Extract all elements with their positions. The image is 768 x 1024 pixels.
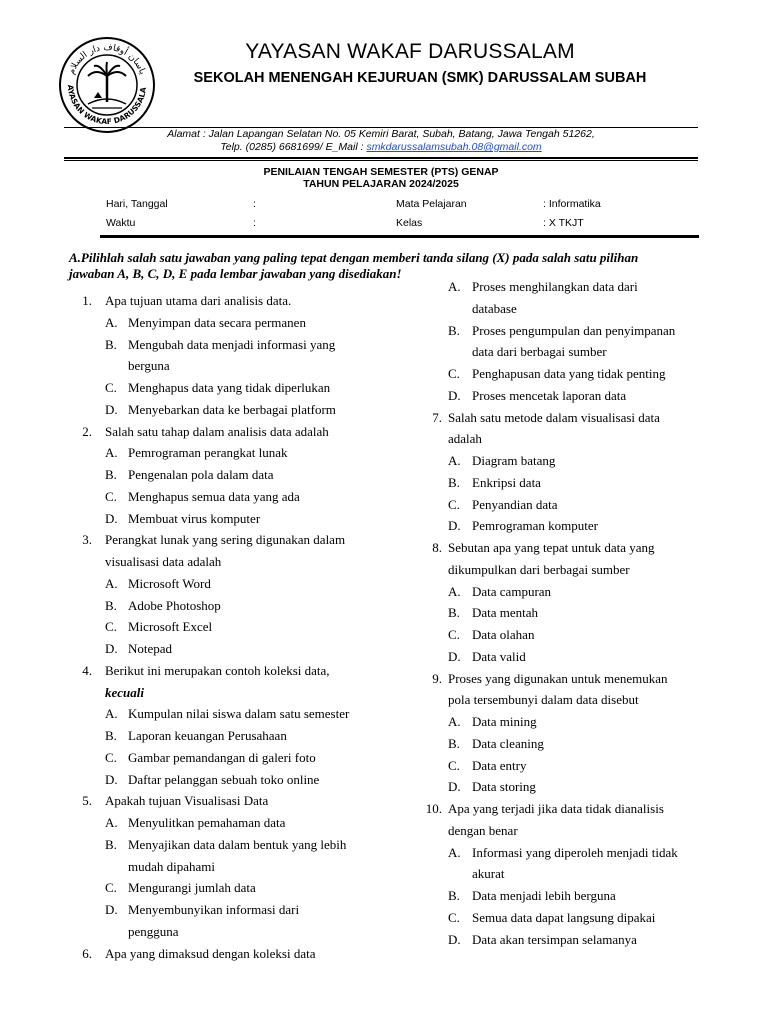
- option-letter: D.: [105, 902, 118, 917]
- option-text: Gambar pemandangan di galeri foto: [128, 749, 316, 765]
- option-text: Mengubah data menjadi informasi yang: [128, 336, 336, 352]
- option-letter: D.: [448, 518, 461, 534]
- option-text: Membuat virus komputer: [128, 510, 261, 526]
- option-letter: A.: [448, 279, 461, 294]
- option-text: Diagram batang: [472, 453, 556, 468]
- contact-line: [64, 141, 698, 153]
- option-text: Data menjadi lebih berguna: [472, 888, 616, 903]
- option-text: Data valid: [472, 648, 526, 664]
- option-letter: B.: [448, 474, 460, 490]
- option-text: Proses pengumpulan dan penyimpanan: [472, 322, 676, 338]
- option-letter: B.: [448, 888, 460, 903]
- option-letter: D.: [105, 510, 118, 526]
- option-text: Adobe Photoshop: [128, 597, 221, 613]
- option-letter: B.: [105, 336, 117, 352]
- question-number: 8.: [432, 540, 442, 555]
- question-text: Apa tujuan utama dari analisis data.: [105, 293, 292, 308]
- class-label: Kelas: [396, 217, 423, 229]
- option-text: Menyimpan data secara permanen: [128, 314, 306, 330]
- option-text: Enkripsi data: [472, 474, 541, 490]
- option-text: Proses mencetak laporan data: [472, 387, 627, 403]
- option-letter: D.: [448, 779, 461, 795]
- exam-title: PENILAIAN TENGAH SEMESTER (PTS) GENAP: [263, 166, 499, 178]
- option-letter: B.: [105, 836, 117, 852]
- meta-rule: [100, 235, 699, 238]
- question-number: 10.: [425, 801, 442, 816]
- option-letter: B.: [105, 597, 117, 613]
- option-letter: C.: [448, 627, 460, 642]
- question-number: 1.: [82, 293, 92, 308]
- option-letter: B.: [105, 467, 117, 482]
- option-text: Data campuran: [472, 583, 552, 599]
- option-text: Kumpulan nilai siswa dalam satu semester: [128, 706, 350, 722]
- option-letter: A.: [105, 575, 118, 591]
- question-text: Apa yang terjadi jika data tidak dianalisis: [448, 801, 664, 816]
- option-text: Daftar pelanggan sebuah toko online: [128, 771, 320, 787]
- question-text-continued: dikumpulkan dari berbagai sumber: [448, 561, 630, 577]
- address-line: Alamat : Jalan Lapangan Selatan No. 05 Kemiri Barat, Subah, Batang, Jawa Tengah 51262,: [167, 128, 595, 140]
- question-text-continued: visualisasi data adalah: [105, 554, 222, 569]
- question-text: Apa yang dimaksud dengan koleksi data: [105, 945, 316, 961]
- instructions-line: jawaban A, B, C, D, E pada lembar jawaban yang disediakan!: [69, 266, 402, 281]
- option-letter: A.: [105, 314, 118, 330]
- option-text: Notepad: [128, 641, 173, 656]
- question-text: Salah satu metode dalam visualisasi data: [448, 409, 660, 425]
- option-letter: A.: [105, 445, 118, 461]
- question-text: Sebutan apa yang tepat untuk data yang: [448, 540, 655, 555]
- option-letter: A.: [448, 453, 461, 468]
- option-text: Penyandian data: [472, 496, 558, 512]
- time-separator: :: [253, 217, 256, 229]
- option-text-continued: database: [472, 300, 517, 316]
- question-number: 7.: [432, 409, 442, 425]
- exam-year: TAHUN PELAJARAN 2024/2025: [303, 178, 459, 190]
- option-letter: C.: [105, 880, 117, 896]
- header-rule-thick: [64, 157, 698, 159]
- question-text-continued: dengan benar: [448, 822, 518, 838]
- option-text: Data storing: [472, 779, 536, 795]
- option-letter: C.: [448, 757, 460, 773]
- class-value: : X TKJT: [543, 217, 584, 229]
- question-text-continued: pola tersembunyi dalam data disebut: [448, 692, 639, 708]
- option-letter: A.: [448, 844, 461, 860]
- svg-text:ﻳﺎﺳﺎﻥ ﺃﻭﻗﺎﻑ ﺩﺍﺭ ﺍﻟﺴﻼﻡ: ﻳﺎﺳﺎﻥ ﺃﻭﻗﺎﻑ ﺩﺍﺭ ﺍﻟﺴﻼﻡ: [66, 42, 148, 76]
- option-text: Data akan tersimpan selamanya: [472, 931, 637, 947]
- question-text: Salah satu tahap dalam analisis data adalah: [105, 423, 329, 439]
- logo-text: AYASAN WAKAF DARUSSALA: [65, 84, 148, 127]
- option-letter: D.: [448, 931, 461, 947]
- option-text: Pengenalan pola dalam data: [128, 467, 274, 482]
- option-letter: C.: [448, 909, 460, 925]
- email-link[interactable]: smkdarussalamsubah.08@gmail.com: [366, 141, 542, 153]
- instructions-line: A.Pilihlah salah satu jawaban yang paling tepat dengan memberi tanda silang (X) pada salah satu pilihan: [69, 250, 639, 265]
- option-letter: D.: [105, 641, 118, 656]
- question-text-continued: kecuali: [105, 684, 144, 700]
- option-letter: C.: [105, 749, 117, 765]
- option-text: Microsoft Word: [128, 575, 211, 591]
- school-logo: [58, 36, 156, 134]
- question-number: 4.: [82, 662, 92, 678]
- option-text: Informasi yang diperoleh menjadi tidak: [472, 844, 678, 860]
- option-letter: A.: [105, 706, 118, 722]
- option-letter: C.: [105, 619, 117, 635]
- question-text: Proses yang digunakan untuk menemukan: [448, 670, 668, 686]
- school-name: SEKOLAH MENENGAH KEJURUAN (SMK) DARUSSALAM SUBAH: [193, 70, 647, 86]
- option-text: Menyajikan data dalam bentuk yang lebih: [128, 836, 347, 852]
- option-text: Penghapusan data yang tidak penting: [472, 366, 666, 381]
- option-text: Menyembunyikan informasi dari: [128, 902, 300, 917]
- question-text: Perangkat lunak yang sering digunakan dalam: [105, 532, 346, 548]
- time-label: Waktu: [106, 217, 136, 229]
- option-letter: D.: [448, 648, 461, 664]
- option-letter: C.: [448, 366, 460, 381]
- question-number: 9.: [432, 670, 442, 686]
- option-text: Semua data dapat langsung dipakai: [472, 909, 656, 925]
- option-letter: B.: [448, 605, 460, 621]
- option-letter: D.: [448, 387, 461, 403]
- question-number: 3.: [82, 532, 92, 548]
- option-text-continued: berguna: [128, 358, 170, 374]
- header-rule-thin: [64, 160, 698, 161]
- option-letter: B.: [105, 728, 117, 743]
- day-label: Hari, Tanggal: [106, 198, 168, 210]
- option-text: Proses menghilangkan data dari: [472, 279, 638, 294]
- question-number: 5.: [82, 793, 92, 809]
- option-text-continued: pengguna: [128, 923, 179, 939]
- option-text: Mengurangi jumlah data: [128, 880, 256, 896]
- option-text: Data entry: [472, 757, 527, 773]
- question-number: 6.: [82, 945, 92, 961]
- foundation-title: YAYASAN WAKAF DARUSSALAM: [245, 40, 575, 63]
- option-letter: D.: [105, 771, 118, 787]
- option-letter: A.: [448, 583, 461, 599]
- option-letter: B.: [448, 322, 460, 338]
- option-text: Laporan keuangan Perusahaan: [128, 728, 287, 743]
- question-text-continued: adalah: [448, 431, 482, 447]
- option-text: Data cleaning: [472, 735, 544, 751]
- option-letter: C.: [105, 380, 117, 395]
- option-letter: D.: [105, 401, 118, 417]
- option-text: Pemrograman komputer: [472, 518, 598, 534]
- option-text: Menghapus data yang tidak diperlukan: [128, 380, 331, 395]
- option-text: Menghapus semua data yang ada: [128, 488, 300, 504]
- day-separator: :: [253, 198, 256, 210]
- option-text: Data mining: [472, 714, 537, 729]
- option-text-continued: mudah dipahami: [128, 858, 216, 874]
- phone-text: Telp. (0285) 6681699/ E_Mail :: [220, 141, 367, 153]
- option-text: Data mentah: [472, 605, 539, 621]
- subject-value: : Informatika: [543, 198, 601, 210]
- option-letter: B.: [448, 735, 460, 751]
- instructions: [69, 250, 729, 282]
- option-letter: A.: [448, 714, 461, 729]
- question-text: Apakah tujuan Visualisasi Data: [105, 793, 269, 809]
- question-text: Berikut ini merupakan contoh koleksi data,: [105, 662, 330, 678]
- option-text: Data olahan: [472, 627, 535, 642]
- option-text: Microsoft Excel: [128, 619, 213, 635]
- option-text: Menyebarkan data ke berbagai platform: [128, 401, 336, 417]
- option-letter: C.: [448, 496, 460, 512]
- subject-label: Mata Pelajaran: [396, 198, 467, 210]
- option-text: Menyulitkan pemahaman data: [128, 815, 286, 830]
- option-text-continued: data dari berbagai sumber: [472, 344, 607, 360]
- question-number: 2.: [82, 423, 92, 439]
- option-text-continued: akurat: [472, 866, 505, 882]
- option-text: Pemrograman perangkat lunak: [128, 445, 288, 461]
- option-letter: C.: [105, 488, 117, 504]
- option-letter: A.: [105, 815, 118, 830]
